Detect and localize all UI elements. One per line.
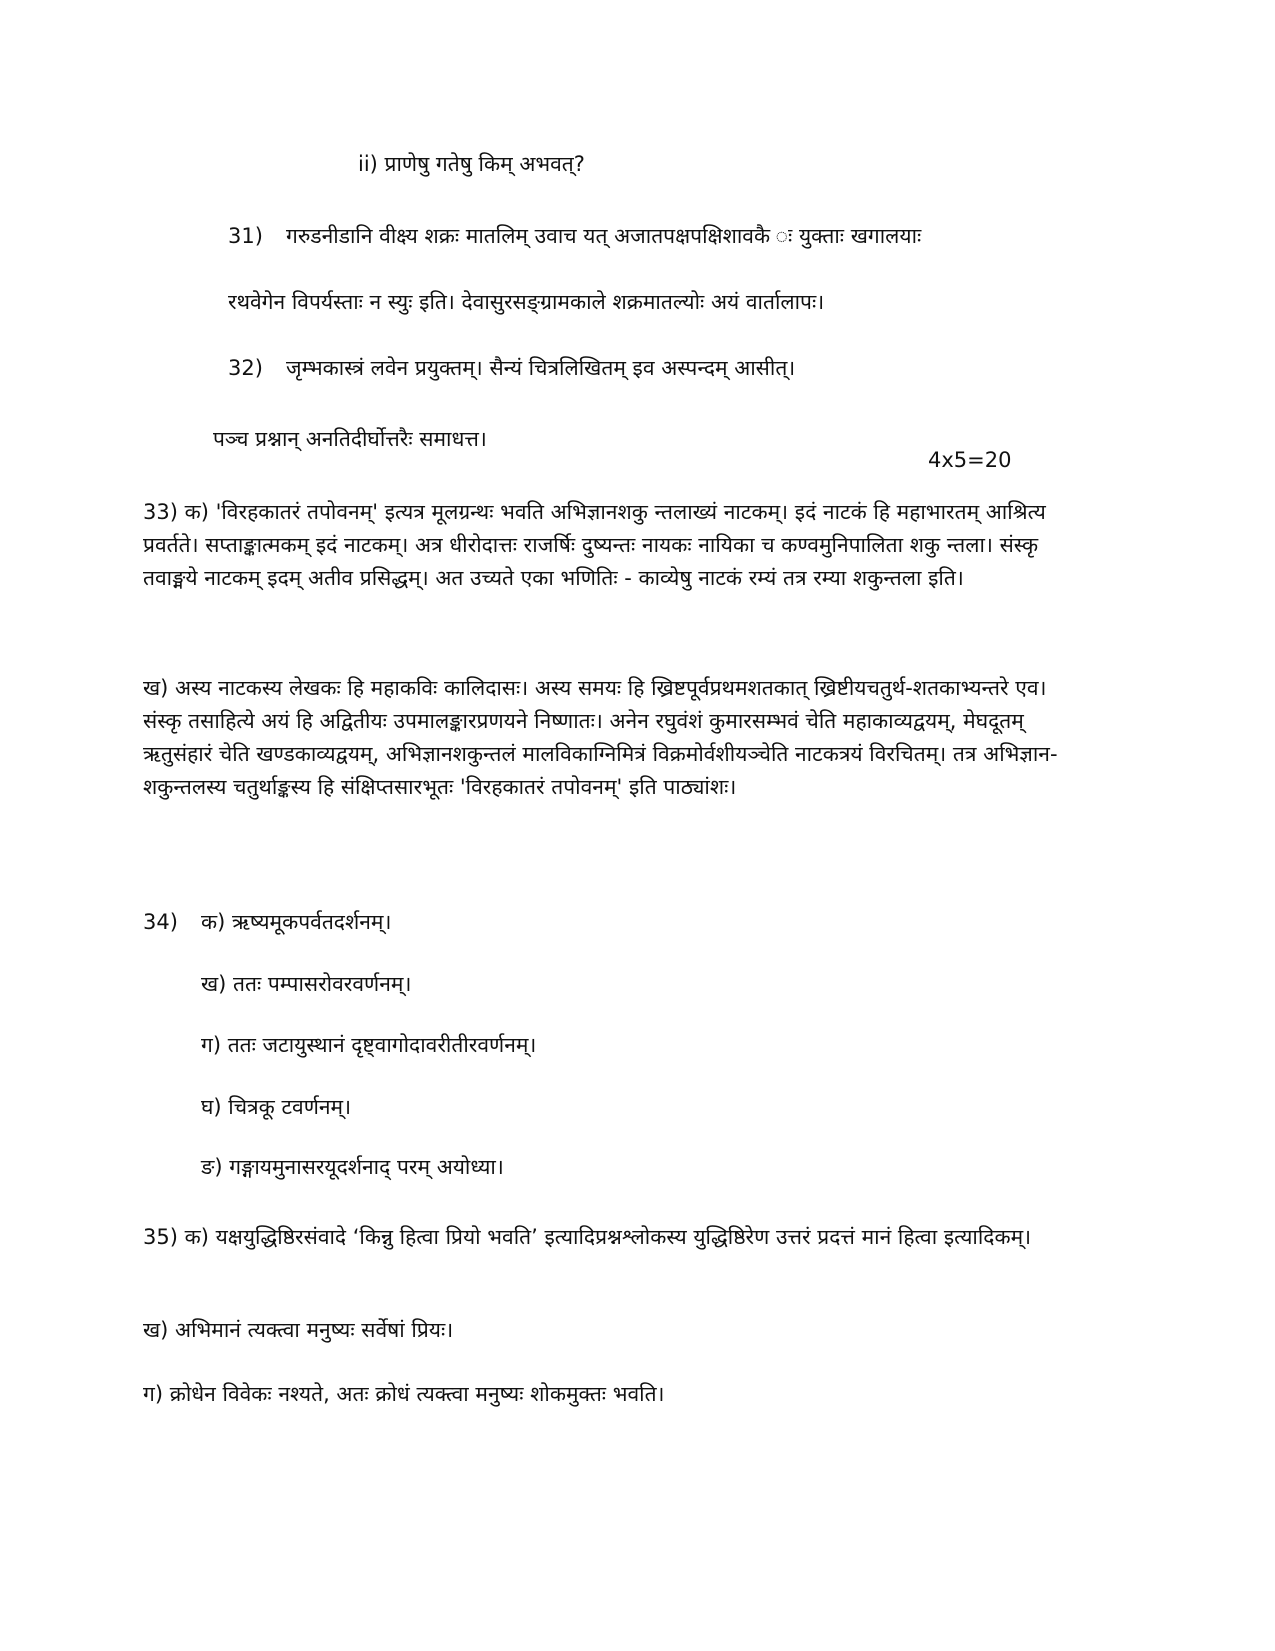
q34-kha: ख) ततः पम्पासरोवरवर्णनम्। bbox=[201, 972, 412, 996]
q32-number: 32) bbox=[228, 356, 263, 380]
q34-ga: ग) ततः जटायुस्थानं दृष्ट्वागोदावरीतीरवर्णनम्। bbox=[201, 1033, 537, 1057]
q31-line-1 bbox=[228, 224, 921, 249]
q34-gha: घ) चित्रकू टवर्णनम्। bbox=[201, 1095, 352, 1119]
q31-text-1: गरुडनीडानि वीक्ष्य शक्रः मातलिम् उवाच यत् अजातपक्षपक्षिशावकै ः युक्ताः खगालयाः bbox=[286, 224, 922, 248]
q35-ga: ग) क्रोधेन विवेकः नश्यते, अतः क्रोधं त्यक्त्वा मनुष्यः शोकमुक्तः भवति। bbox=[143, 1382, 665, 1406]
q31-number: 31) bbox=[228, 224, 263, 248]
q33-kha-paragraph: ख) अस्य नाटकस्य लेखकः हि महाकविः कालिदासः। अस्य समयः हि ख्रिष्टपूर्वप्रथमशतकात् ख्रिष्टीयचतुर्थ-शतकाभ्यन्तरे एव। संस्कृ तसाहित्ये अयं हि अद्वितीयः उपमालङ्कारप्रणयने निष्णातः। अनेन रघुवंशं कुमारसम्भवं चेति महाकाव्यद्वयम्, मेघदूतम् ऋतुसंहारं चेति खण्डकाव्यद्वयम्, अभिज्ञानशकुन्तलं मालविकाग्निमित्रं विक्रमोर्वशीयञ्चेति नाटकत्रयं विरचितम्। तत्र अभिज्ञान-शकुन्तलस्य चतुर्थाङ्कस्य हि संक्षिप्तसारभूतः 'विरहकातरं तपोवनम्' इति पाठ्यांशः। bbox=[143, 676, 1058, 799]
q33-ka-paragraph: 33) क) 'विरहकातरं तपोवनम्' इत्यत्र मूलग्रन्थः भवति अभिज्ञानशकु न्तलाख्यं नाटकम्। इदं नाटकं हि महाभारतम् आश्रित्य प्रवर्तते। सप्ताङ्कात्मकम् इदं नाटकम्। अत्र धीरोदात्तः राजर्षिः दुष्यन्तः नायकः नायिका च कण्वमुनिपालिता शकु न्तला। संस्कृ तवाङ्मये नाटकम् इदम् अतीव प्रसिद्धम्। अत उच्यते एका भणितिः - काव्येषु नाटकं रम्यं तत्र रम्या शकुन्तला इति। bbox=[143, 500, 1046, 590]
section-instruction: पञ्च प्रश्नान् अनतिदीर्घोत्तरैः समाधत्त। bbox=[213, 427, 487, 451]
q35-kha: ख) अभिमानं त्यक्त्वा मनुष्यः सर्वेषां प्रियः। bbox=[143, 1318, 454, 1342]
q30-sub-ii: ii) प्राणेषु गतेषु किम् अभवत्? bbox=[358, 152, 585, 176]
q34-line-ka bbox=[143, 910, 391, 935]
q31-line-2: रथवेगेन विपर्यस्ताः न स्युः इति। देवासुरसङ्ग्रामकाले शक्रमातल्योः अयं वार्तालापः। bbox=[228, 290, 825, 314]
q32-line-1 bbox=[228, 356, 795, 381]
q34-ka: क) ऋष्यमूकपर्वतदर्शनम्। bbox=[201, 910, 392, 934]
q34-nga: ङ) गङ्गायमुनासरयूदर्शनाद् परम् अयोध्या। bbox=[201, 1155, 504, 1179]
section-marks: 4x5=20 bbox=[928, 448, 1012, 472]
q32-text-1: जृम्भकास्त्रं लवेन प्रयुक्तम्। सैन्यं चित्रलिखितम् इव अस्पन्दम् आसीत्। bbox=[286, 356, 796, 380]
q34-number: 34) bbox=[143, 910, 178, 934]
q35-ka-paragraph: 35) क) यक्षयुद्धिष्ठिरसंवादे ‘किन्नु हित्वा प्रियो भवति’ इत्यादिप्रश्नश्लोकस्य युद्धिष्ठिरेण उत्तरं प्रदत्तं मानं हित्वा इत्यादिकम्। bbox=[143, 1225, 1032, 1249]
